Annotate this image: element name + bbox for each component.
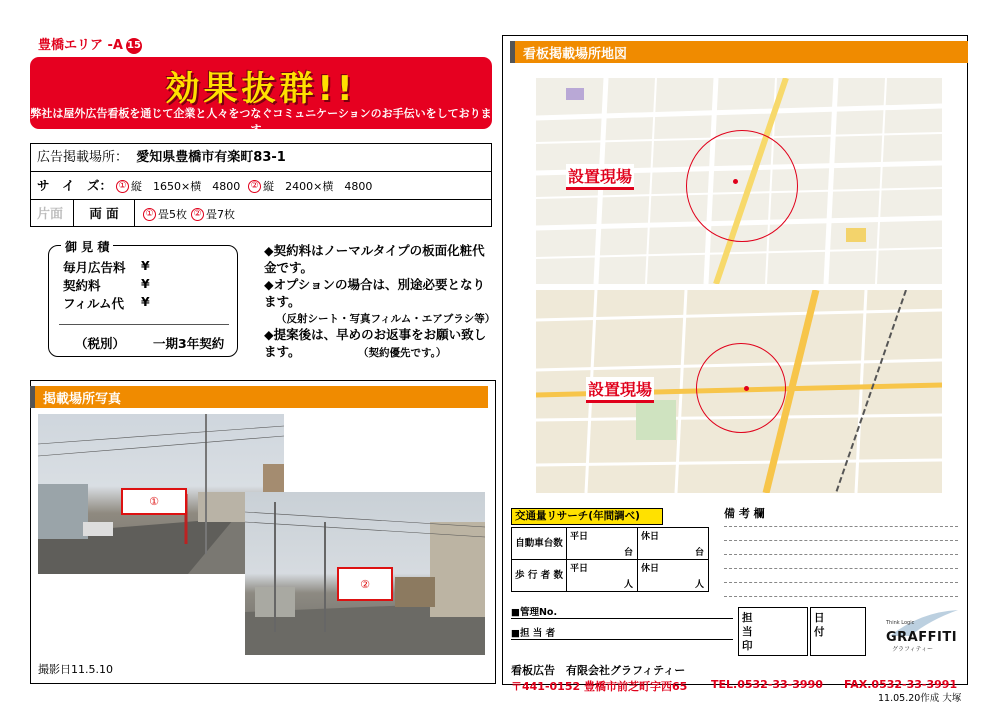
photo-section-title: 掲載場所写真 <box>43 392 122 407</box>
location-value: 愛知県豊橋市有楽町83-1 <box>136 150 286 165</box>
size-row <box>31 172 491 200</box>
site-photo-2 <box>245 492 485 655</box>
memo-title: 備 考 欄 <box>724 507 765 520</box>
area-map-circle <box>696 343 786 433</box>
manager-label: ■担 当 者 <box>511 628 556 639</box>
memo-line <box>724 540 958 541</box>
company-logo <box>880 608 960 652</box>
note-option-detail: （反射シート・写真フィルム・エアブラシ等） <box>276 313 496 325</box>
area-number-badge: 15 <box>126 38 142 54</box>
pedestrian-holiday-label: 休日 <box>641 564 660 574</box>
size-2-value: 縦 2400×横 4800 <box>263 180 373 193</box>
memo-line <box>724 526 958 527</box>
photo-section-header <box>30 386 488 408</box>
car-weekday-label: 平日 <box>570 532 589 542</box>
area-map-pin <box>744 386 749 391</box>
headline-banner <box>30 57 492 136</box>
company-tel: TEL.0532-33-3990 <box>711 678 823 691</box>
area-label <box>38 34 142 54</box>
traffic-research-table <box>511 508 709 594</box>
detail-map-circle <box>686 130 798 242</box>
car-weekday-cell <box>566 527 638 560</box>
manager-line <box>511 639 733 640</box>
estimate-divider <box>59 324 229 325</box>
memo-line <box>724 596 958 597</box>
estimate-monthly-yen: ¥ <box>141 258 150 273</box>
estimate-contract-label: 契約料 <box>63 278 101 293</box>
date-stamp-label: 日付 <box>814 612 825 638</box>
logo-wordmark: GRAFFITI <box>886 630 958 645</box>
manager-stamp-box <box>738 607 808 656</box>
detail-map-site-label: 設置現場 <box>566 164 634 190</box>
estimate-film-yen: ¥ <box>141 294 150 309</box>
note-reply: ◆提案後は、早めのお返事をお願い致します。 <box>264 327 487 359</box>
management-number-line <box>511 618 733 619</box>
company-fax: FAX.0532-33-3991 <box>844 678 958 691</box>
size-1-number: ① <box>116 180 129 193</box>
tatami-2-value: 畳7枚 <box>205 208 235 221</box>
memo-line <box>724 554 958 555</box>
estimate-monthly-label: 毎月広告料 <box>63 260 126 275</box>
car-holiday-cell <box>637 527 709 560</box>
estimate-film-label: フィルム代 <box>63 296 125 311</box>
size-2-number: ② <box>248 180 261 193</box>
map-section-title: 看板掲載場所地図 <box>523 47 628 62</box>
estimate-contract-yen: ¥ <box>141 276 150 291</box>
company-address: 〒441-0152 豊橋市前芝町字西65 <box>511 680 688 693</box>
estimate-term: 一期3年契約 <box>153 336 225 351</box>
pedestrian-weekday-unit: 人 <box>623 580 633 590</box>
billboard-info-table <box>30 143 492 227</box>
car-count-label: 自動車台数 <box>511 527 567 560</box>
billboard-2-marker: ② <box>337 567 393 601</box>
estimate-box <box>48 240 238 357</box>
detail-map-pin <box>733 179 738 184</box>
logo-subtitle: グラフィティー <box>892 646 934 653</box>
note-reply-detail: （契約優先です。） <box>358 347 447 359</box>
both-sides-label: 両 面 <box>73 200 135 227</box>
management-number-label: ■管理No. <box>511 607 558 618</box>
area-map-site-label: 設置現場 <box>586 377 654 403</box>
estimate-tax: （税別） <box>75 336 126 351</box>
pedestrian-holiday-cell <box>637 559 709 592</box>
estimate-title: 御 見 積 <box>61 238 113 255</box>
document-footer: 11.05.20作成 大塚 <box>878 693 962 704</box>
tatami-1-number: ① <box>143 208 156 221</box>
car-weekday-unit: 台 <box>623 548 633 558</box>
photo-date: 撮影日11.5.10 <box>38 663 113 676</box>
note-option: ◆オプションの場合は、別途必要となります。 <box>264 277 485 309</box>
traffic-title: 交通量リサーチ(年間調べ) <box>511 508 663 525</box>
area-label-text: 豊橋エリア -A <box>38 38 123 53</box>
pedestrian-count-label: 歩 行 者 数 <box>511 559 567 592</box>
car-holiday-label: 休日 <box>641 532 660 542</box>
size-1-value: 縦 1650×横 4800 <box>131 180 241 193</box>
size-label: サ イ ズ： <box>37 178 113 193</box>
one-side-label: 片面 <box>37 207 64 222</box>
pedestrian-weekday-label: 平日 <box>570 564 589 574</box>
billboard-1-marker: ① <box>121 488 187 515</box>
logo-tagline: Think Logic <box>886 620 915 626</box>
sides-row <box>31 200 491 228</box>
location-label: 広告掲載場所： <box>37 150 129 165</box>
tatami-2-number: ② <box>191 208 204 221</box>
car-holiday-unit: 台 <box>694 548 704 558</box>
location-row <box>31 144 491 172</box>
date-stamp-box <box>810 607 866 656</box>
manager-stamp-label: 担当印 <box>742 612 753 652</box>
memo-line <box>724 568 958 569</box>
banner-title: 効果抜群!! <box>165 69 357 109</box>
detail-map <box>536 78 942 284</box>
area-map <box>536 290 942 493</box>
company-name: 看板広告 有限会社グラフィティー <box>511 664 686 677</box>
pedestrian-weekday-cell <box>566 559 638 592</box>
map-section-header <box>510 41 968 63</box>
memo-line <box>724 582 958 583</box>
note-contract-fee: ◆契約料はノーマルタイプの板面化粧代金です。 <box>264 243 485 275</box>
banner-subtitle: 弊社は屋外広告看板を通じて企業と人々をつなぐコミュニケーションのお手伝いをしております。 <box>30 107 492 136</box>
tatami-1-value: 畳5枚 <box>158 208 187 221</box>
pedestrian-holiday-unit: 人 <box>694 580 704 590</box>
